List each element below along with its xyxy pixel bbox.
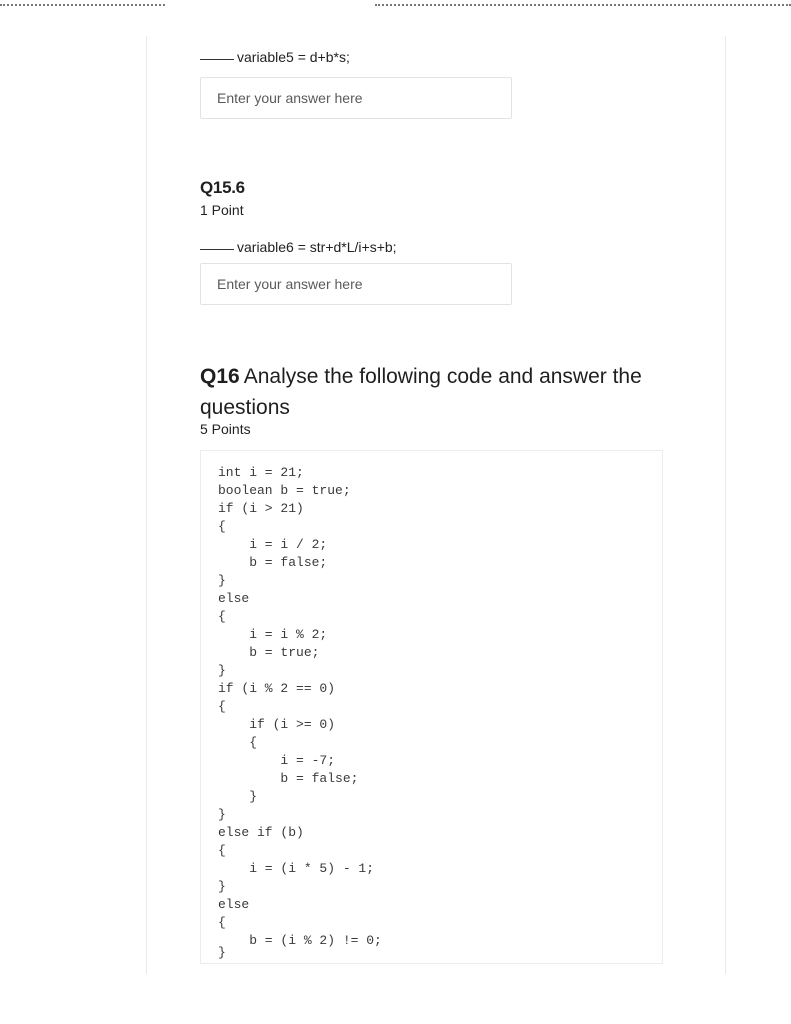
code-line: } [218, 945, 226, 960]
q16-code-block [200, 450, 663, 964]
code-line: boolean b = true; [218, 483, 351, 498]
code-line: else if (b) [218, 825, 304, 840]
q15-6-answer-input[interactable] [200, 263, 512, 305]
q16-title: Analyse the following code and answer the questions [200, 365, 642, 419]
code-line: { [218, 519, 226, 534]
code-line: { [218, 843, 226, 858]
q16-points: 5 Points [200, 421, 251, 437]
q15-5-statement-text: variable5 = d+b*s; [237, 49, 350, 65]
code-line: i = -7; [218, 753, 336, 768]
q15-5-answer-input[interactable] [200, 77, 512, 119]
code-line: } [218, 789, 258, 804]
code-line: if (i >= 0) [218, 717, 336, 732]
q16-heading [200, 361, 680, 423]
code-line: } [218, 663, 226, 678]
q15-5-statement [200, 49, 350, 65]
code-line: { [218, 735, 258, 750]
code-line: b = false; [218, 555, 328, 570]
q15-6-statement-text: variable6 = str+d*L/i+s+b; [237, 239, 397, 255]
code-line: { [218, 699, 226, 714]
code-line: else [218, 897, 250, 912]
code-line: { [218, 609, 226, 624]
q15-6-points: 1 Point [200, 202, 244, 218]
code-line: b = true; [218, 645, 320, 660]
code-line: b = false; [218, 771, 359, 786]
code-line: else [218, 591, 250, 606]
q15-6-blank [200, 249, 234, 250]
code-line: { [218, 915, 226, 930]
code-line: } [218, 573, 226, 588]
code-line: b = (i % 2) != 0; [218, 933, 382, 948]
q15-6-statement [200, 239, 397, 255]
q15-5-blank [200, 59, 234, 60]
scan-header-url-text [375, 0, 791, 6]
code-line: } [218, 807, 226, 822]
scan-header-artifact [0, 0, 791, 10]
code-line: } [218, 879, 226, 894]
code-line: if (i > 21) [218, 501, 304, 516]
code-line: i = i / 2; [218, 537, 328, 552]
q15-6-number: Q15.6 [200, 178, 245, 197]
code-line: if (i % 2 == 0) [218, 681, 336, 696]
scan-header-left-text [0, 0, 165, 6]
code-line: i = i % 2; [218, 627, 328, 642]
q16-number: Q16 [200, 365, 240, 388]
code-line: i = (i * 5) - 1; [218, 861, 375, 876]
code-line: int i = 21; [218, 465, 304, 480]
